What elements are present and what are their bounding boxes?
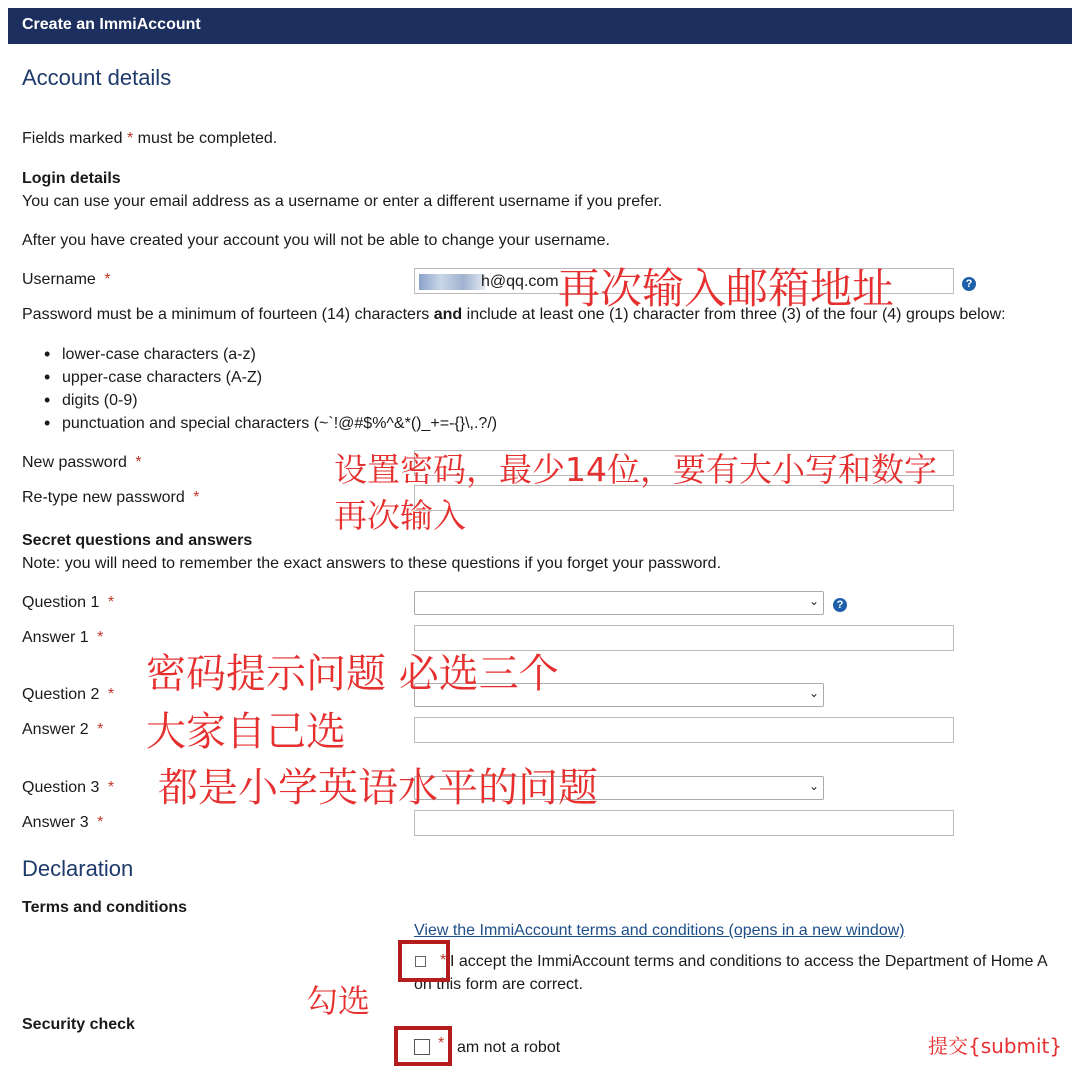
question-2-required-star: *	[107, 686, 115, 703]
list-item: • lower-case characters (a-z)	[62, 343, 497, 366]
answer-3-required-star: *	[97, 814, 104, 831]
question-3-label	[22, 779, 114, 797]
annotation-password: 设置密码，最少14位，要有大小写和数字	[334, 450, 937, 489]
required-note	[22, 130, 277, 148]
accept-terms-line2: on this form are correct.	[414, 976, 583, 993]
question-1-required-star: *	[107, 594, 115, 611]
accept-required-star: *	[440, 952, 447, 969]
robot-required-star: *	[438, 1035, 445, 1052]
secret-heading: Secret questions and answers	[22, 532, 253, 549]
section-title: Account details	[22, 65, 172, 90]
chevron-down-icon: ⌄	[808, 779, 819, 793]
question-help-icon[interactable]: ?	[833, 598, 847, 612]
question-2-label-text: Question 2	[22, 686, 100, 703]
annotation-retype: 再次输入	[334, 496, 466, 535]
annotation-questions-1: 密码提示问题 必选三个	[146, 651, 559, 697]
answer-2-label	[22, 721, 103, 739]
required-note-before: Fields marked	[22, 130, 123, 147]
answer-1-label-text: Answer 1	[22, 629, 89, 646]
password-rule-part1: Password must be a minimum of fourteen (14) characters	[22, 306, 430, 323]
required-star: *	[126, 130, 134, 147]
annotation-questions-2: 大家自己选	[146, 709, 346, 755]
username-label-text: Username	[22, 271, 96, 288]
answer-2-required-star: *	[97, 721, 104, 738]
page-header-title: Create an ImmiAccount	[22, 16, 201, 33]
annotation-questions-3: 都是小学英语水平的问题	[158, 765, 598, 811]
declaration-title: Declaration	[22, 856, 134, 881]
annotation-submit: 提交{submit}	[928, 1034, 1063, 1058]
secret-note: Note: you will need to remember the exact answers to these questions if you forget your password.	[22, 555, 722, 572]
question-1-label-text: Question 1	[22, 594, 100, 611]
retype-password-required-star: *	[193, 489, 200, 506]
username-label	[22, 271, 111, 289]
question-3-label-text: Question 3	[22, 779, 100, 796]
username-warning: After you have created your account you will not be able to change your username.	[22, 232, 610, 249]
answer-3-label	[22, 814, 103, 832]
new-password-label-text: New password	[22, 454, 127, 471]
annotation-email: 再次输入邮箱地址	[558, 264, 895, 313]
robot-label: am not a robot	[457, 1039, 561, 1056]
accept-terms-line1: I accept the ImmiAccount terms and conditions to access the Department of Home A	[450, 953, 1048, 970]
retype-password-label-text: Re-type new password	[22, 489, 185, 506]
question-3-required-star: *	[107, 779, 115, 796]
new-password-label	[22, 454, 142, 472]
terms-link[interactable]: View the ImmiAccount terms and conditions (opens in a new window)	[414, 922, 905, 939]
chevron-down-icon: ⌄	[808, 594, 819, 608]
retype-password-label	[22, 489, 199, 507]
chevron-down-icon: ⌄	[808, 686, 819, 700]
answer-3-input[interactable]	[414, 810, 954, 836]
question-2-label	[22, 686, 114, 704]
list-item: • upper-case characters (A-Z)	[62, 366, 497, 389]
answer-3-label-text: Answer 3	[22, 814, 89, 831]
list-item: • punctuation and special characters (~`!@#$%^&*()_+=-{}\,.?/)	[62, 412, 497, 435]
redacted-email-part	[419, 274, 485, 290]
password-rule-and: and	[433, 306, 463, 323]
password-group-list	[44, 343, 497, 435]
username-required-star: *	[104, 271, 111, 288]
security-heading: Security check	[22, 1016, 135, 1033]
question-1-select[interactable]	[414, 591, 824, 615]
annotation-check: 勾选	[306, 982, 371, 1020]
new-password-required-star: *	[135, 454, 142, 471]
question-1-label	[22, 594, 114, 612]
required-note-after: must be completed.	[137, 130, 278, 147]
username-help-icon[interactable]: ?	[962, 277, 976, 291]
list-item: • digits (0-9)	[62, 389, 497, 412]
answer-1-label	[22, 629, 103, 647]
answer-2-input[interactable]	[414, 717, 954, 743]
login-heading: Login details	[22, 170, 121, 187]
highlight-box-terms	[398, 940, 450, 982]
answer-2-label-text: Answer 2	[22, 721, 89, 738]
login-intro: You can use your email address as a username or enter a different username if you prefer.	[22, 193, 663, 210]
password-rule-part2: include at least one (1) character from three (3) of the four (4) groups below:	[466, 306, 1006, 323]
username-value: h@qq.com	[481, 273, 559, 290]
terms-heading: Terms and conditions	[22, 899, 188, 916]
answer-1-required-star: *	[97, 629, 104, 646]
highlight-box-robot	[394, 1026, 452, 1066]
